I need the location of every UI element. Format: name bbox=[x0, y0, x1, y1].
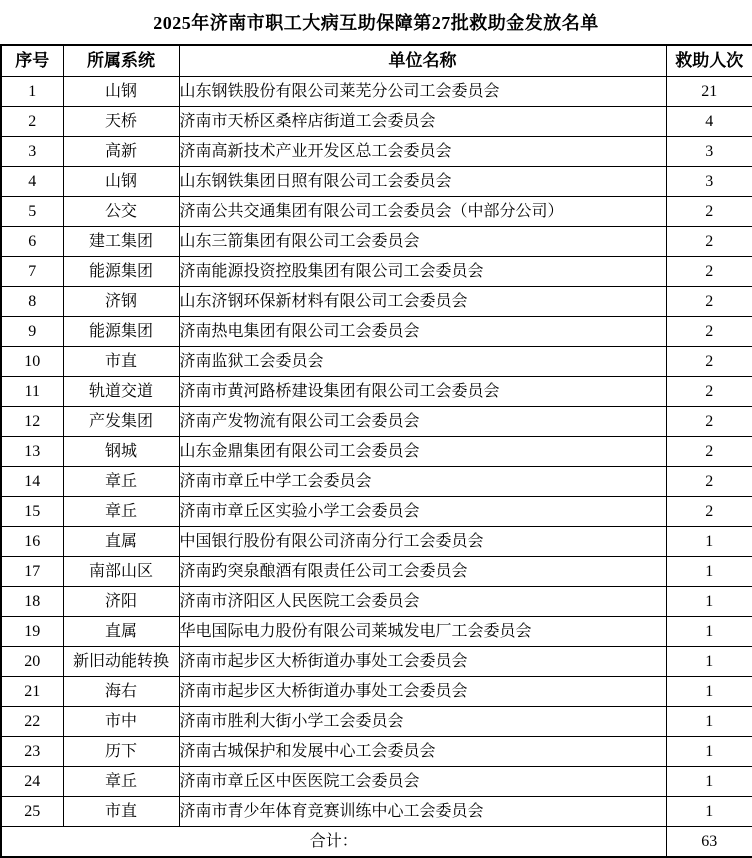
cell-count: 2 bbox=[666, 317, 752, 347]
table-row bbox=[1, 77, 752, 107]
cell-count: 2 bbox=[666, 287, 752, 317]
cell-system: 直属 bbox=[63, 527, 179, 557]
cell-unit-name: 济南能源投资控股集团有限公司工会委员会 bbox=[179, 257, 666, 287]
cell-index: 7 bbox=[1, 257, 63, 287]
header-system: 所属系统 bbox=[63, 45, 179, 77]
cell-system: 能源集团 bbox=[63, 317, 179, 347]
cell-index: 23 bbox=[1, 737, 63, 767]
cell-system: 山钢 bbox=[63, 167, 179, 197]
header-row bbox=[1, 45, 752, 77]
cell-unit-name: 济南市黄河路桥建设集团有限公司工会委员会 bbox=[179, 377, 666, 407]
table-row bbox=[1, 707, 752, 737]
cell-index: 9 bbox=[1, 317, 63, 347]
cell-system: 章丘 bbox=[63, 767, 179, 797]
cell-unit-name: 中国银行股份有限公司济南分行工会委员会 bbox=[179, 527, 666, 557]
cell-index: 11 bbox=[1, 377, 63, 407]
cell-count: 2 bbox=[666, 437, 752, 467]
table-row bbox=[1, 197, 752, 227]
cell-unit-name: 济南市章丘区实验小学工会委员会 bbox=[179, 497, 666, 527]
cell-unit-name: 山东钢铁股份有限公司莱芜分公司工会委员会 bbox=[179, 77, 666, 107]
cell-count: 2 bbox=[666, 407, 752, 437]
cell-system: 产发集团 bbox=[63, 407, 179, 437]
cell-unit-name: 济南产发物流有限公司工会委员会 bbox=[179, 407, 666, 437]
cell-system: 济钢 bbox=[63, 287, 179, 317]
cell-count: 1 bbox=[666, 557, 752, 587]
table-row bbox=[1, 407, 752, 437]
cell-index: 20 bbox=[1, 647, 63, 677]
cell-system: 市直 bbox=[63, 347, 179, 377]
cell-index: 6 bbox=[1, 227, 63, 257]
header-count: 救助人次 bbox=[666, 45, 752, 77]
cell-system: 章丘 bbox=[63, 467, 179, 497]
table-row bbox=[1, 227, 752, 257]
cell-index: 24 bbox=[1, 767, 63, 797]
table-row bbox=[1, 287, 752, 317]
cell-unit-name: 济南市起步区大桥街道办事处工会委员会 bbox=[179, 677, 666, 707]
total-row bbox=[1, 827, 752, 858]
table-row bbox=[1, 737, 752, 767]
cell-index: 13 bbox=[1, 437, 63, 467]
cell-system: 钢城 bbox=[63, 437, 179, 467]
table-row bbox=[1, 797, 752, 827]
cell-count: 4 bbox=[666, 107, 752, 137]
cell-index: 25 bbox=[1, 797, 63, 827]
cell-unit-name: 济南市章丘中学工会委员会 bbox=[179, 467, 666, 497]
cell-count: 2 bbox=[666, 467, 752, 497]
table-row bbox=[1, 107, 752, 137]
cell-system: 历下 bbox=[63, 737, 179, 767]
cell-system: 市直 bbox=[63, 797, 179, 827]
cell-index: 18 bbox=[1, 587, 63, 617]
cell-index: 8 bbox=[1, 287, 63, 317]
cell-count: 1 bbox=[666, 527, 752, 557]
table-row bbox=[1, 587, 752, 617]
total-value: 63 bbox=[666, 827, 752, 858]
cell-unit-name: 济南市章丘区中医医院工会委员会 bbox=[179, 767, 666, 797]
cell-unit-name: 山东济钢环保新材料有限公司工会委员会 bbox=[179, 287, 666, 317]
table-footer bbox=[1, 827, 752, 858]
table-row bbox=[1, 257, 752, 287]
cell-unit-name: 济南市起步区大桥街道办事处工会委员会 bbox=[179, 647, 666, 677]
page-title: 2025年济南市职工大病互助保障第27批救助金发放名单 bbox=[153, 13, 599, 33]
cell-index: 16 bbox=[1, 527, 63, 557]
cell-unit-name: 济南热电集团有限公司工会委员会 bbox=[179, 317, 666, 347]
cell-count: 1 bbox=[666, 797, 752, 827]
cell-index: 12 bbox=[1, 407, 63, 437]
table-header bbox=[1, 45, 752, 77]
cell-system: 建工集团 bbox=[63, 227, 179, 257]
table-row bbox=[1, 767, 752, 797]
cell-system: 轨道交道 bbox=[63, 377, 179, 407]
table-row bbox=[1, 377, 752, 407]
cell-unit-name: 华电国际电力股份有限公司莱城发电厂工会委员会 bbox=[179, 617, 666, 647]
table-row bbox=[1, 497, 752, 527]
title-bar bbox=[0, 0, 752, 44]
cell-unit-name: 济南高新技术产业开发区总工会委员会 bbox=[179, 137, 666, 167]
cell-unit-name: 济南市天桥区桑梓店街道工会委员会 bbox=[179, 107, 666, 137]
cell-count: 2 bbox=[666, 497, 752, 527]
cell-system: 济阳 bbox=[63, 587, 179, 617]
cell-index: 10 bbox=[1, 347, 63, 377]
cell-index: 14 bbox=[1, 467, 63, 497]
cell-unit-name: 济南公共交通集团有限公司工会委员会（中部分公司） bbox=[179, 197, 666, 227]
cell-index: 19 bbox=[1, 617, 63, 647]
cell-system: 市中 bbox=[63, 707, 179, 737]
table-body bbox=[1, 77, 752, 827]
cell-index: 3 bbox=[1, 137, 63, 167]
cell-unit-name: 济南市胜利大街小学工会委员会 bbox=[179, 707, 666, 737]
table-row bbox=[1, 527, 752, 557]
table-row bbox=[1, 557, 752, 587]
cell-count: 2 bbox=[666, 257, 752, 287]
total-label: 合计： bbox=[1, 827, 666, 858]
cell-unit-name: 山东钢铁集团日照有限公司工会委员会 bbox=[179, 167, 666, 197]
header-unit-name: 单位名称 bbox=[179, 45, 666, 77]
cell-system: 公交 bbox=[63, 197, 179, 227]
cell-count: 1 bbox=[666, 617, 752, 647]
cell-index: 22 bbox=[1, 707, 63, 737]
header-index: 序号 bbox=[1, 45, 63, 77]
cell-count: 1 bbox=[666, 737, 752, 767]
cell-system: 直属 bbox=[63, 617, 179, 647]
table-row bbox=[1, 647, 752, 677]
relief-fund-table bbox=[0, 44, 752, 858]
cell-index: 21 bbox=[1, 677, 63, 707]
cell-unit-name: 济南古城保护和发展中心工会委员会 bbox=[179, 737, 666, 767]
cell-count: 21 bbox=[666, 77, 752, 107]
cell-index: 2 bbox=[1, 107, 63, 137]
cell-system: 南部山区 bbox=[63, 557, 179, 587]
cell-index: 15 bbox=[1, 497, 63, 527]
table-row bbox=[1, 317, 752, 347]
table-row bbox=[1, 677, 752, 707]
cell-count: 1 bbox=[666, 767, 752, 797]
cell-unit-name: 济南市青少年体育竞赛训练中心工会委员会 bbox=[179, 797, 666, 827]
cell-system: 山钢 bbox=[63, 77, 179, 107]
table-row bbox=[1, 617, 752, 647]
cell-count: 2 bbox=[666, 227, 752, 257]
cell-unit-name: 济南监狱工会委员会 bbox=[179, 347, 666, 377]
cell-count: 1 bbox=[666, 587, 752, 617]
cell-count: 1 bbox=[666, 647, 752, 677]
cell-count: 2 bbox=[666, 377, 752, 407]
cell-index: 5 bbox=[1, 197, 63, 227]
cell-system: 能源集团 bbox=[63, 257, 179, 287]
cell-count: 3 bbox=[666, 137, 752, 167]
cell-count: 1 bbox=[666, 707, 752, 737]
cell-count: 2 bbox=[666, 197, 752, 227]
cell-unit-name: 济南趵突泉酿酒有限责任公司工会委员会 bbox=[179, 557, 666, 587]
cell-unit-name: 山东三箭集团有限公司工会委员会 bbox=[179, 227, 666, 257]
table-row bbox=[1, 137, 752, 167]
cell-index: 4 bbox=[1, 167, 63, 197]
cell-index: 1 bbox=[1, 77, 63, 107]
table-row bbox=[1, 167, 752, 197]
table-row bbox=[1, 347, 752, 377]
cell-count: 1 bbox=[666, 677, 752, 707]
cell-index: 17 bbox=[1, 557, 63, 587]
table-row bbox=[1, 467, 752, 497]
cell-system: 天桥 bbox=[63, 107, 179, 137]
cell-system: 高新 bbox=[63, 137, 179, 167]
cell-unit-name: 济南市济阳区人民医院工会委员会 bbox=[179, 587, 666, 617]
cell-count: 2 bbox=[666, 347, 752, 377]
table-row bbox=[1, 437, 752, 467]
cell-system: 章丘 bbox=[63, 497, 179, 527]
cell-count: 3 bbox=[666, 167, 752, 197]
cell-unit-name: 山东金鼎集团有限公司工会委员会 bbox=[179, 437, 666, 467]
cell-system: 新旧动能转换 bbox=[63, 647, 179, 677]
cell-system: 海右 bbox=[63, 677, 179, 707]
